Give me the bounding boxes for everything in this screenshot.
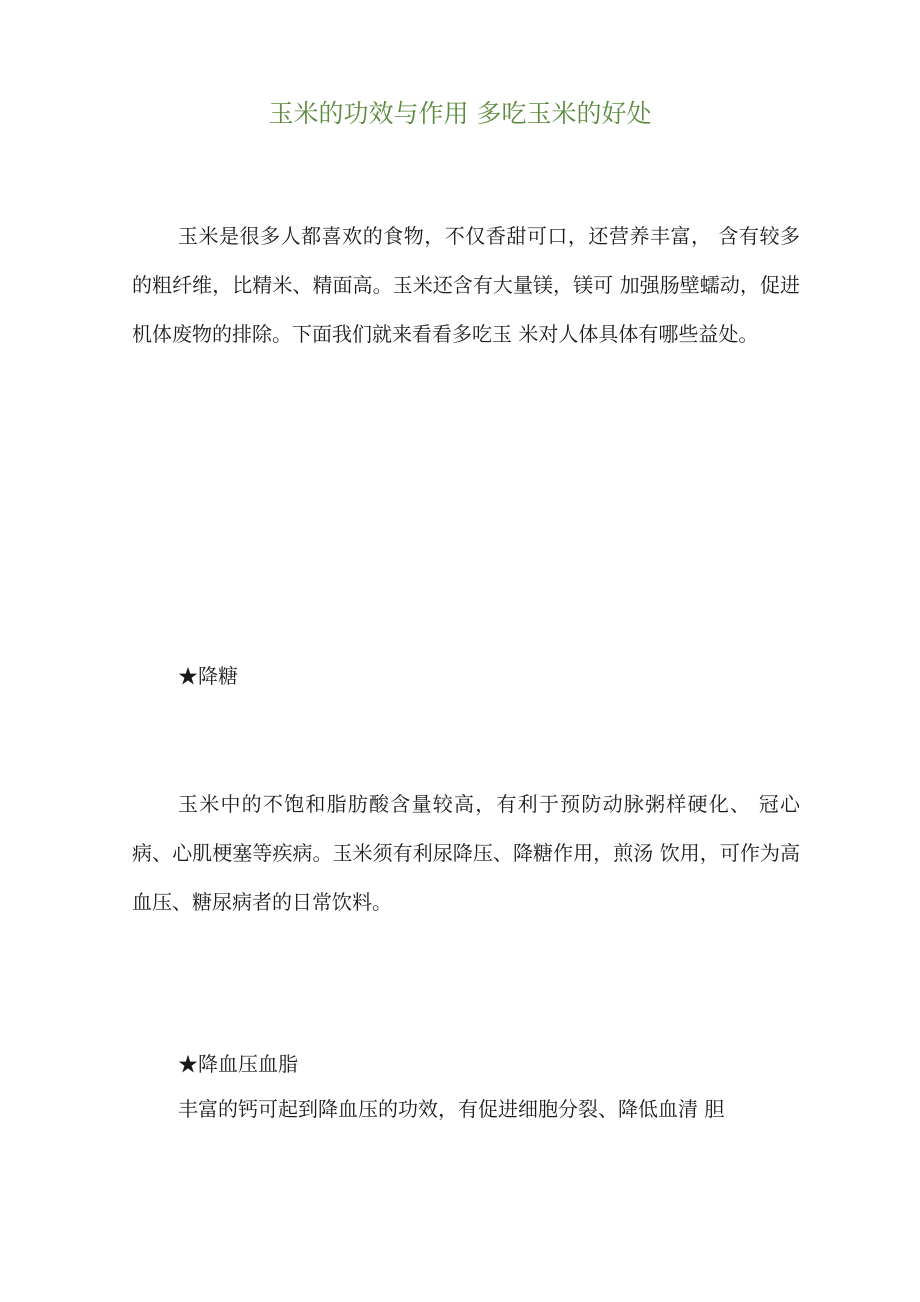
section-paragraph-blood-pressure: 丰富的钙可起到降血压的功效，有促进细胞分裂、降低血清 胆 (178, 1097, 725, 1121)
intro-paragraph: 玉米是很多人都喜欢的食物，不仅香甜可口，还营养丰富， 含有较多的粗纤维，比精米、精面高。玉米还含有大量镁，镁可 加强肠壁蠕动，促进机体废物的排除。下面我们就来看看多吃玉 米对人体具体有哪些益处。 (132, 224, 800, 346)
section-heading-blood-pressure: ★降血压血脂 (178, 1052, 298, 1076)
section-paragraph-blood-sugar: 玉米中的不饱和脂肪酸含量较高，有利于预防动脉粥样硬化、 冠心病、心肌梗塞等疾病。玉米须有利尿降压、降糖作用，煎汤 饮用，可作为高血压、糖尿病者的日常饮料。 (132, 792, 800, 914)
section-heading-blood-sugar: ★降糖 (178, 664, 238, 688)
document-title: 玉米的功效与作用 多吃玉米的好处 (268, 99, 652, 128)
